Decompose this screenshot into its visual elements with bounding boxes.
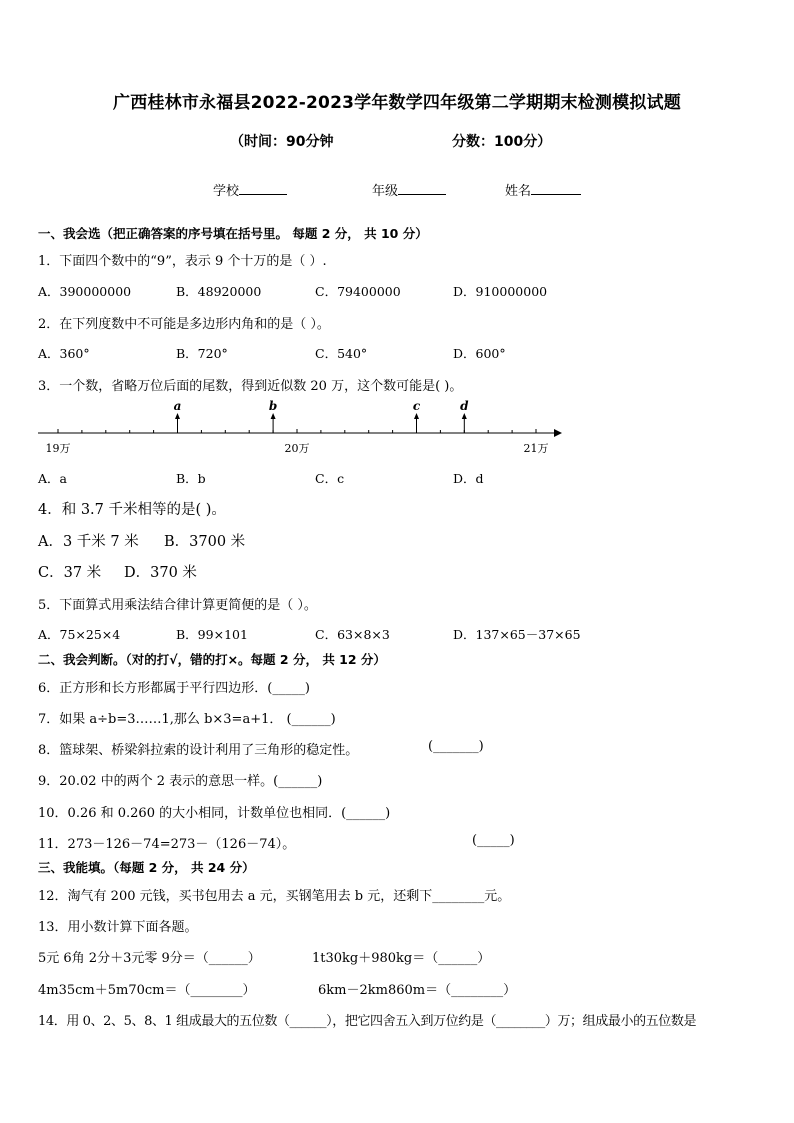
option-c: C．79400000: [315, 284, 401, 299]
grade-blank[interactable]: [398, 180, 446, 195]
number-line: [30, 398, 570, 460]
question-3: 3．一个数，省略万位后面的尾数，得到近似数 20 万，这个数可能是( )。: [38, 379, 463, 394]
tick-label: 19万: [45, 442, 71, 455]
question-10: 10．0.26 和 0.260 的大小相同，计数单位也相同．(______): [38, 806, 391, 821]
name-blank[interactable]: [531, 180, 581, 195]
question-5: 5．下面算式用乘法结合律计算更简便的是（ ）。: [38, 598, 317, 613]
option-d: D．370 米: [124, 565, 197, 581]
point-arrow-b: [271, 413, 276, 419]
school-label: 学校: [213, 184, 240, 199]
option-d: D．600°: [453, 346, 506, 361]
question-7: 7．如果 a÷b=3……1,那么 b×3=a+1． (______): [38, 712, 336, 727]
grade-field[interactable]: [372, 180, 446, 199]
option-c: C．37 米: [38, 565, 102, 581]
option-c: C．63×8×3: [315, 627, 390, 642]
question-14: 14．用 0、2、5、8、1 组成最大的五位数（______），把它四舍五入到万位约是（________）万；组成最小的五位数是: [38, 1014, 697, 1029]
point-arrow-d: [462, 413, 467, 419]
exam-time: （时间：90分钟: [230, 134, 334, 150]
tick-label: 21万: [523, 442, 549, 455]
point-label-a: a: [173, 399, 182, 413]
section-heading: 三、我能填。（每题 2 分， 共 24 分）: [38, 860, 255, 875]
option-d: D．910000000: [453, 284, 548, 299]
option-b: B．99×101: [176, 627, 248, 642]
option-b: B．48920000: [176, 284, 262, 299]
point-label-b: b: [268, 399, 278, 413]
question-9: 9．20.02 中的两个 2 表示的意思一样。(______): [38, 774, 323, 789]
option-a: A．390000000: [38, 284, 132, 299]
option-c: C．c: [315, 471, 345, 486]
name-field[interactable]: [505, 180, 581, 199]
point-label-c: c: [412, 399, 421, 413]
number-line-arrow: [554, 429, 562, 437]
name-label: 姓名: [505, 184, 532, 199]
option-a: A．360°: [38, 346, 90, 361]
option-c: C．540°: [315, 346, 368, 361]
tick-label: 20万: [284, 442, 310, 455]
page-title: 广西桂林市永福县2022-2023学年数学四年级第二学期期末检测模拟试题: [113, 93, 681, 113]
question-13-part-a: 5元 6角 2分＋3元零 9分＝（______）: [38, 951, 261, 966]
option-a: A．a: [38, 471, 67, 486]
question-13-part-b: 1t30kg＋980kg＝（______）: [312, 951, 491, 966]
answer-blank[interactable]: (_____): [472, 833, 515, 848]
question-12: 12．淘气有 200 元钱，买书包用去 a 元，买钢笔用去 b 元，还剩下________元。: [38, 889, 511, 904]
option-a: A．3 千米 7 米: [38, 534, 139, 550]
option-d: D．d: [453, 471, 484, 486]
section-heading: 二、我会判断。（对的打√，错的打×。每题 2 分， 共 12 分）: [38, 652, 386, 667]
point-arrow-a: [175, 413, 180, 419]
section-heading: 一、我会选（把正确答案的序号填在括号里。 每题 2 分， 共 10 分）: [38, 226, 428, 241]
question-8: 8．篮球架、桥梁斜拉索的设计利用了三角形的稳定性。: [38, 743, 359, 758]
question-13-part-c: 4m35cm＋5m70cm＝（________）: [38, 983, 256, 998]
school-field[interactable]: [213, 180, 287, 199]
answer-blank[interactable]: (_______): [428, 739, 484, 754]
question-13-part-d: 6km－2km860m＝（________）: [318, 983, 517, 998]
school-blank[interactable]: [239, 180, 287, 195]
option-a: A．75×25×4: [38, 627, 121, 642]
question-6: 6．正方形和长方形都属于平行四边形．(_____): [38, 681, 310, 696]
option-b: B．720°: [176, 346, 228, 361]
option-b: B．3700 米: [164, 534, 246, 550]
option-b: B．b: [176, 471, 206, 486]
exam-score: 分数：100分）: [452, 134, 552, 150]
question-1: 1．下面四个数中的“9”，表示 9 个十万的是（ ）.: [38, 254, 327, 269]
question-2: 2．在下列度数中不可能是多边形内角和的是（ ）。: [38, 317, 330, 332]
grade-label: 年级: [372, 184, 399, 199]
question-4: 4．和 3.7 千米相等的是( )。: [38, 502, 226, 518]
question-13: 13．用小数计算下面各题。: [38, 920, 198, 935]
option-d: D．137×65－37×65: [453, 627, 581, 642]
point-arrow-c: [414, 413, 419, 419]
question-11: 11．273－126－74=273－（126－74）。: [38, 837, 296, 852]
point-label-d: d: [460, 399, 469, 413]
